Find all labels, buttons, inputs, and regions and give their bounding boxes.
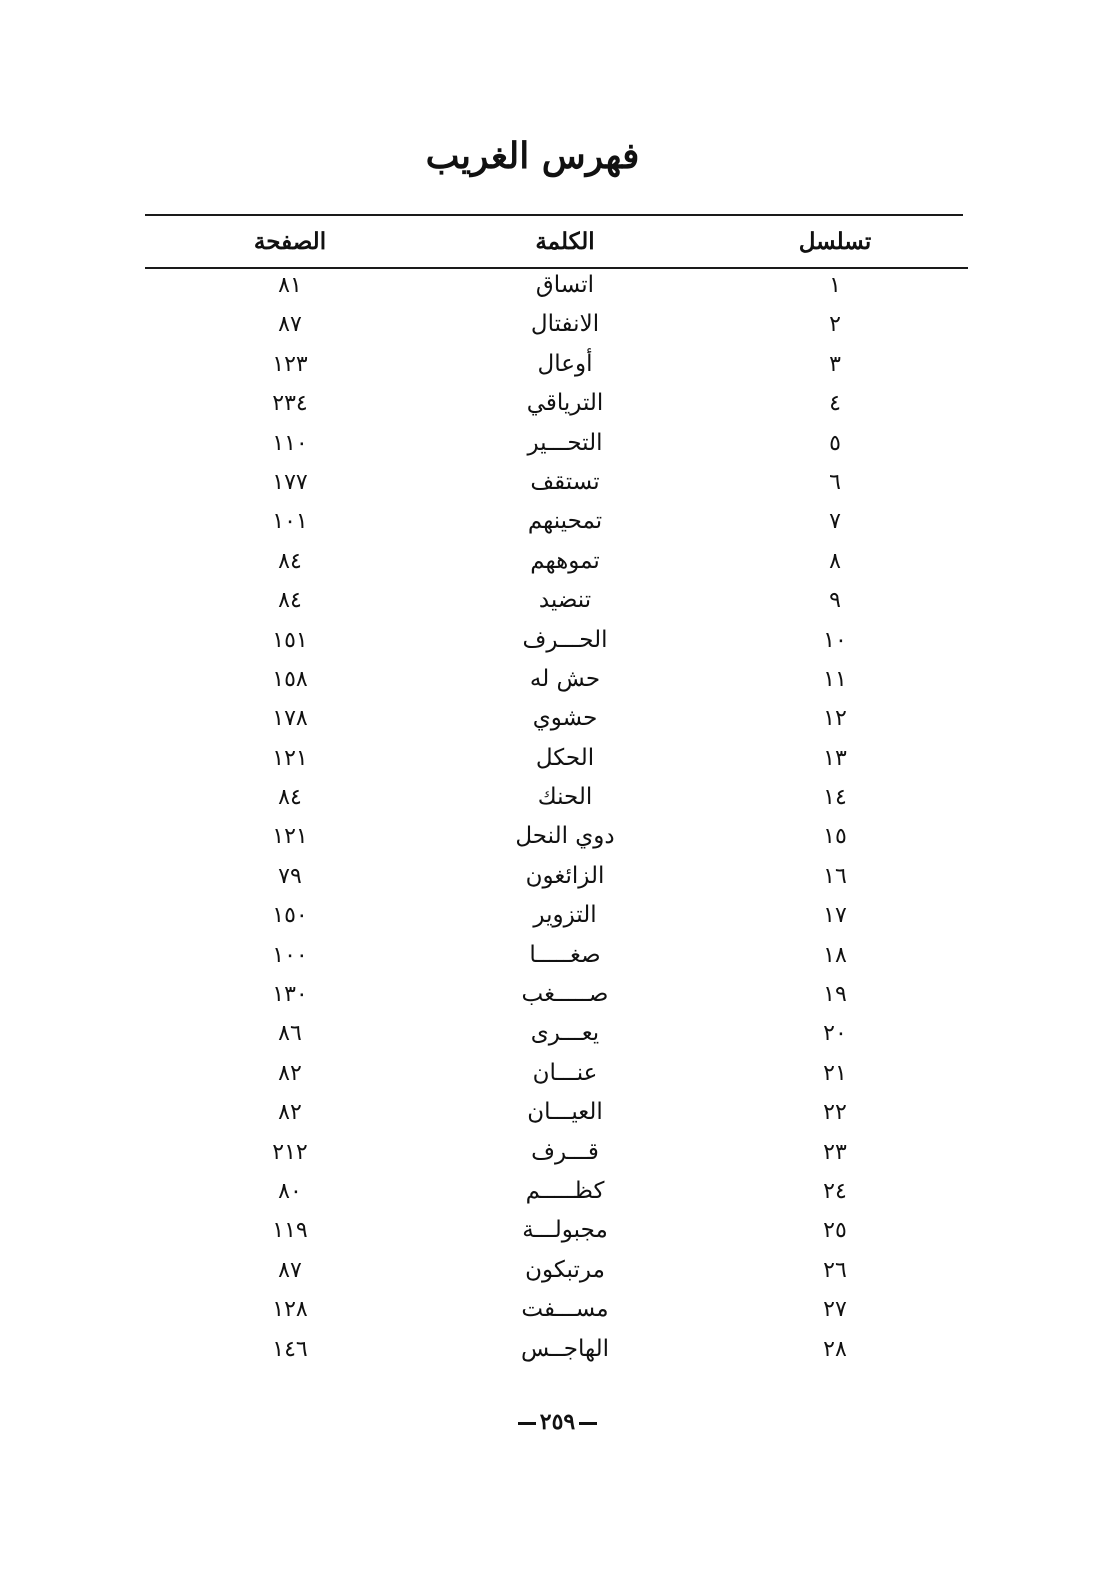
header-word: الكلمة [535, 228, 595, 255]
cell-serial: ٧ [829, 509, 841, 535]
cell-serial: ٢٥ [823, 1218, 847, 1244]
cell-serial: ٦ [829, 469, 841, 495]
cell-serial: ٢ [829, 312, 841, 338]
cell-word: التزوير [533, 902, 597, 929]
table-row [0, 857, 1115, 896]
cell-page: ٨٧ [278, 1257, 302, 1283]
cell-word: اتساق [535, 272, 595, 298]
cell-serial: ١٩ [823, 982, 847, 1008]
table-row [0, 1290, 1115, 1329]
table-row [0, 424, 1115, 463]
table-row [0, 1251, 1115, 1290]
table-row [0, 305, 1115, 344]
cell-word: كظـــــم [525, 1177, 605, 1204]
table-row [0, 817, 1115, 856]
cell-page: ١٣٠ [272, 982, 308, 1008]
cell-serial: ٢٤ [823, 1178, 847, 1204]
cell-page: ٨٤ [278, 785, 302, 811]
table-row [0, 936, 1115, 975]
cell-page: ٨٠ [278, 1178, 302, 1204]
cell-serial: ١٢ [823, 706, 847, 732]
cell-word: الحـــرف [522, 626, 608, 653]
table-row [0, 699, 1115, 738]
cell-page: ٨٤ [278, 588, 302, 614]
table-body [0, 266, 1115, 1369]
cell-serial: ٩ [829, 588, 841, 614]
cell-word: الانفتال [530, 311, 600, 338]
table-header [0, 222, 1115, 262]
cell-serial: ٢٣ [823, 1139, 847, 1165]
cell-serial: ١٤ [823, 785, 847, 811]
cell-page: ١٠١ [272, 509, 308, 535]
cell-page: ١٢٣ [272, 351, 308, 377]
cell-page: ٨٢ [278, 1060, 302, 1086]
cell-page: ٨٢ [278, 1100, 302, 1126]
cell-page: ١٥٠ [272, 903, 308, 929]
cell-word: التحـــير [527, 429, 603, 456]
table-row [0, 1172, 1115, 1211]
cell-word: صـــــغب [521, 981, 609, 1008]
table-row [0, 266, 1115, 305]
page-number-footer [0, 1402, 1115, 1442]
cell-word: مرتبكون [525, 1256, 605, 1283]
page-title: فهرس الغريب [425, 135, 640, 177]
table-row [0, 542, 1115, 581]
cell-serial: ٤ [829, 391, 841, 417]
table-row [0, 1330, 1115, 1369]
dash-left [579, 1422, 597, 1425]
cell-serial: ٢٧ [823, 1297, 847, 1323]
table-row [0, 621, 1115, 660]
cell-page: ١١٩ [272, 1218, 308, 1244]
cell-word: قـــرف [531, 1138, 599, 1165]
header-page: الصفحة [253, 228, 327, 255]
cell-serial: ٢٢ [823, 1100, 847, 1126]
cell-word: صغـــــا [529, 941, 601, 968]
table-row [0, 581, 1115, 620]
cell-serial: ١٥ [823, 824, 847, 850]
cell-word: الحكل [535, 744, 595, 771]
table-row [0, 345, 1115, 384]
cell-word: حشوي [532, 705, 598, 732]
table-top-rule [145, 214, 963, 216]
table-row [0, 463, 1115, 502]
table-row [0, 1133, 1115, 1172]
cell-page: ١٠٠ [272, 942, 308, 968]
table-row [0, 384, 1115, 423]
cell-page: ٨١ [278, 273, 302, 298]
cell-serial: ١١ [823, 666, 847, 692]
cell-word: دوي النحل [515, 823, 615, 850]
cell-word: مجبولـــة [522, 1217, 608, 1244]
cell-word: الحنك [537, 784, 593, 811]
cell-word: الهاجــس [520, 1335, 610, 1362]
cell-page: ١٥١ [272, 627, 308, 653]
table-row [0, 1014, 1115, 1053]
cell-serial: ١ [829, 273, 841, 298]
cell-page: ٢١٢ [272, 1139, 308, 1165]
cell-serial: ١٦ [823, 863, 847, 889]
cell-page: ١٢١ [272, 745, 308, 771]
table-row [0, 739, 1115, 778]
cell-word: تموههم [530, 547, 600, 574]
dash-right [518, 1422, 536, 1425]
table-row [0, 975, 1115, 1014]
cell-word: أوعال [537, 350, 593, 377]
table-row [0, 502, 1115, 541]
cell-serial: ١٧ [823, 903, 847, 929]
cell-word: تمحينهم [527, 508, 603, 535]
cell-word: عنـــان [532, 1059, 598, 1086]
cell-page: ١٤٦ [272, 1336, 308, 1362]
table-row [0, 660, 1115, 699]
cell-serial: ٢١ [823, 1060, 847, 1086]
cell-word: يعـــرى [530, 1020, 600, 1047]
table-row [0, 1211, 1115, 1250]
cell-serial: ٢٨ [823, 1336, 847, 1362]
cell-serial: ٢٠ [823, 1021, 847, 1047]
cell-serial: ١٠ [823, 627, 847, 653]
header-serial: تسلسل [798, 228, 872, 255]
cell-word: تنضيد [538, 587, 592, 614]
cell-word: الترياقي [526, 390, 604, 417]
cell-page: ٨٧ [278, 312, 302, 338]
cell-serial: ٨ [829, 548, 841, 574]
cell-page: ١١٠ [272, 430, 308, 456]
table-row [0, 896, 1115, 935]
cell-page: ١٢١ [272, 824, 308, 850]
cell-page: ٨٤ [278, 548, 302, 574]
cell-serial: ٥ [829, 430, 841, 456]
table-row [0, 1054, 1115, 1093]
cell-page: ٧٩ [278, 863, 302, 889]
cell-word: مســـفت [521, 1296, 609, 1323]
cell-word: حش له [529, 665, 601, 692]
page-number: ٢٥٩ [539, 1409, 576, 1435]
cell-page: ٢٣٤ [272, 391, 308, 417]
cell-serial: ١٣ [823, 745, 847, 771]
cell-serial: ٢٦ [823, 1257, 847, 1283]
cell-serial: ١٨ [823, 942, 847, 968]
cell-word: الزائغون [525, 862, 605, 889]
table-row [0, 1093, 1115, 1132]
cell-page: ٨٦ [278, 1021, 302, 1047]
cell-page: ١٥٨ [272, 666, 308, 692]
cell-word: العيـــان [527, 1099, 603, 1126]
cell-page: ١٢٨ [272, 1297, 308, 1323]
cell-page: ١٧٧ [272, 469, 308, 495]
cell-word: تستقف [530, 468, 600, 495]
table-row [0, 778, 1115, 817]
cell-page: ١٧٨ [272, 706, 308, 732]
cell-serial: ٣ [829, 351, 841, 377]
